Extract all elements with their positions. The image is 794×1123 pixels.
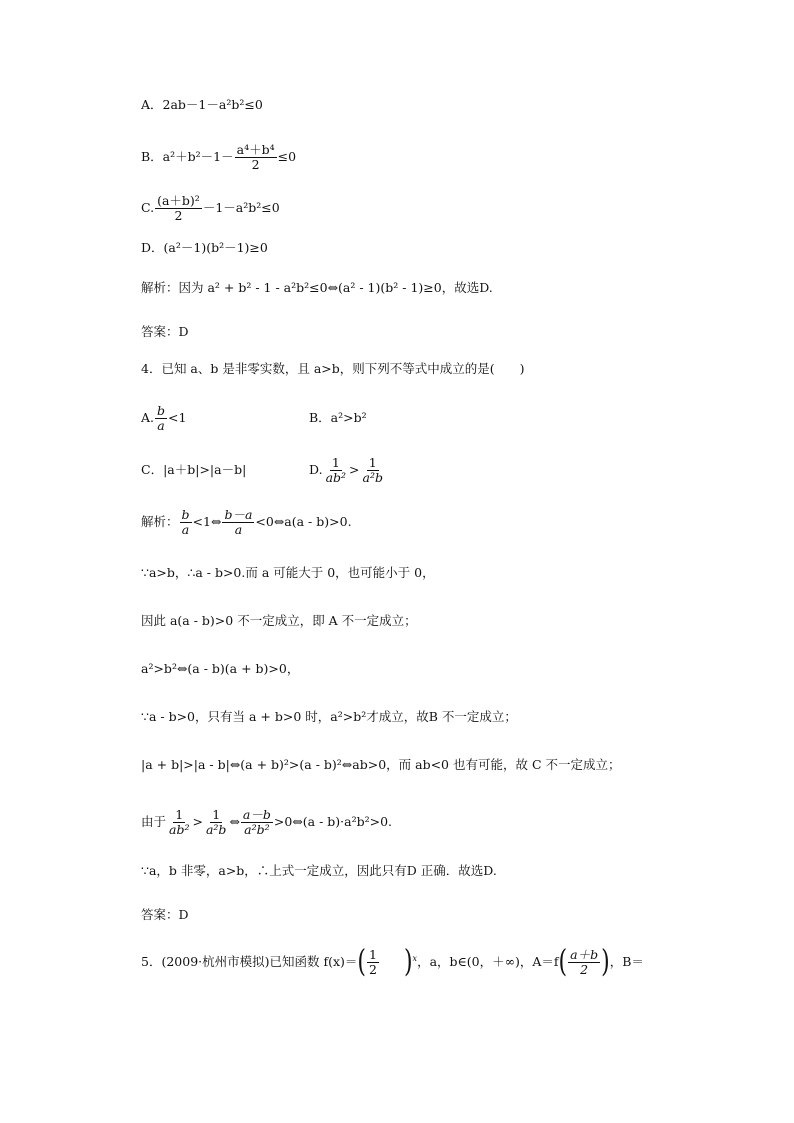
- q5-suffix: ，B＝: [609, 954, 644, 969]
- analysis-relation: >: [192, 814, 203, 829]
- analysis-suffix: <0⇔a(a - b)>0.: [255, 514, 352, 529]
- option-4b: B．a²>b²: [309, 410, 367, 425]
- fraction-numerator: 1: [368, 455, 377, 470]
- q5-prefix: 5．(2009·杭州市模拟)已知函数 f(x)＝: [141, 954, 358, 969]
- q4-analysis-3: 因此 a(a - b)>0 不一定成立，即 A 不一定成立；: [141, 613, 417, 628]
- option-3c-suffix: －1－a²b²≤0: [202, 200, 280, 215]
- fraction-denominator: a: [181, 522, 190, 537]
- fraction-denominator: a: [234, 522, 243, 537]
- analysis-prefix: 解析：: [141, 514, 179, 529]
- fraction-denominator: 2: [580, 962, 589, 977]
- q4-options-row-2: [141, 456, 386, 485]
- fraction-numerator: 1: [175, 807, 184, 822]
- fraction-numerator: 1: [331, 455, 340, 470]
- q4-analysis-7: [141, 808, 392, 837]
- option-3c: [141, 194, 280, 223]
- option-3b-prefix: B．a²＋b²－1－: [141, 149, 234, 164]
- fraction-denominator: 2: [174, 208, 183, 223]
- fraction-numerator: b: [181, 507, 190, 522]
- q4-options-row-1: [141, 404, 367, 433]
- fraction-numerator: a⁴＋b⁴: [236, 142, 275, 157]
- option-4d: [309, 455, 386, 485]
- analysis-suffix: >0⇔(a - b)·a²b²>0.: [273, 814, 393, 829]
- option-3b: [141, 143, 296, 172]
- option-4a-suffix: <1: [168, 410, 187, 425]
- option-3b-fraction: [235, 143, 277, 172]
- q5-middle: ，a，b∈(0，＋∞)，A＝f: [417, 954, 559, 969]
- q4-analysis-8: ∵a，b 非零，a>b，∴上式一定成立，因此只有D 正确．故选D.: [141, 863, 497, 878]
- fraction-numerator: a＋b: [570, 947, 599, 962]
- fraction-denominator: ab²: [169, 822, 190, 837]
- analysis-fraction-1: [180, 508, 192, 537]
- q4-answer: 答案：D: [141, 907, 189, 922]
- fraction-numerator: (a＋b)²: [157, 193, 200, 208]
- fraction-denominator: a: [157, 418, 165, 433]
- option-4d-fraction-1: [324, 456, 348, 485]
- fraction-numerator: 1: [369, 947, 377, 962]
- option-3a: A．2ab－1－a²b²≤0: [141, 97, 263, 112]
- q4-analysis-5: ∵a - b>0，只有当 a + b>0 时，a²>b²才成立，故B 不一定成立；: [141, 709, 517, 724]
- fraction-denominator: a²b: [362, 470, 383, 485]
- q4-analysis-2: ∵a>b，∴a - b>0.而 a 可能大于 0，也可能小于 0，: [141, 565, 435, 580]
- analysis-fraction-2: [204, 808, 228, 837]
- analysis-fraction-1: [167, 808, 191, 837]
- analysis-prefix: 由于: [141, 814, 167, 829]
- q5-stem: [141, 944, 644, 980]
- option-3d: D．(a²－1)(b²－1)≥0: [141, 240, 268, 255]
- option-4c: C．|a＋b|>|a－b|: [141, 462, 247, 477]
- fraction-denominator: a²b: [205, 822, 227, 837]
- q3-answer: 答案：D: [141, 324, 189, 339]
- right-paren-icon: ): [601, 944, 610, 980]
- analysis-iff: ⇔: [229, 814, 240, 829]
- option-3c-fraction: [155, 194, 202, 223]
- q5-exponent: x: [412, 953, 418, 963]
- fraction-denominator: 2: [251, 157, 260, 172]
- q3-analysis: 解析：因为 a² + b² - 1 - a²b²≤0⇔(a² - 1)(b² - 1)≥0，故选D.: [141, 280, 493, 295]
- option-3b-suffix: ≤0: [277, 149, 297, 164]
- q4-analysis-1: [141, 508, 352, 537]
- option-4d-relation: >: [349, 462, 360, 477]
- fraction-denominator: a²b²: [244, 822, 270, 837]
- fraction-denominator: ab²: [325, 470, 347, 485]
- fraction-numerator: b－a: [224, 507, 253, 522]
- fraction-numerator: a－b: [242, 807, 271, 822]
- fraction-numerator: 1: [212, 807, 221, 822]
- q5-arg-fraction: [568, 948, 600, 977]
- left-paren-icon: (: [357, 944, 366, 980]
- option-4a-fraction: [155, 404, 167, 433]
- q4-stem: 4．已知 a、b 是非零实数，且 a>b，则下列不等式中成立的是( ): [141, 361, 525, 376]
- q4-analysis-4: a²>b²⇔(a - b)(a + b)>0，: [141, 661, 300, 676]
- q4-analysis-6: |a + b|>|a - b|⇔(a + b)²>(a - b)²⇔ab>0，而 ab<0 也有可能，故 C 不一定成立；: [141, 757, 621, 772]
- option-4a: [141, 404, 309, 433]
- right-paren-icon: ): [403, 944, 413, 980]
- option-4d-prefix: D.: [309, 462, 323, 477]
- analysis-mid: <1⇔: [192, 514, 222, 529]
- left-paren-icon: (: [558, 944, 568, 980]
- analysis-fraction-3: [241, 808, 273, 837]
- q5-base-fraction: [367, 948, 379, 977]
- analysis-fraction-2: [222, 508, 254, 537]
- fraction-numerator: b: [157, 403, 166, 418]
- option-3c-prefix: C.: [141, 200, 155, 215]
- option-4d-fraction-2: [361, 456, 385, 485]
- option-4a-prefix: A.: [141, 410, 155, 425]
- fraction-denominator: 2: [369, 962, 377, 977]
